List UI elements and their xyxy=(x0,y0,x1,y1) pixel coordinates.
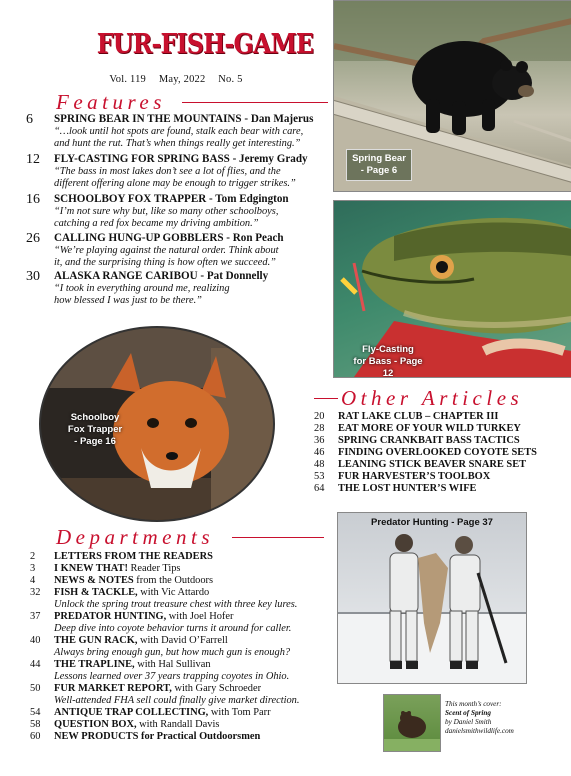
bear-photo[interactable] xyxy=(333,0,571,192)
feature-quote: and hunt the rut. That’s when things really get interesting.” xyxy=(54,138,301,149)
department-byline: with Gary Schroeder xyxy=(171,683,262,694)
feature-author: - Jeremy Grady xyxy=(229,153,308,165)
article-title: RAT LAKE CLUB – CHAPTER III xyxy=(338,411,499,422)
department-byline: with Vic Attardo xyxy=(137,587,210,598)
article-title: SPRING CRANKBAIT BASS TACTICS xyxy=(338,435,520,446)
department-byline: with Randall Davis xyxy=(136,719,220,730)
features-heading: Features xyxy=(56,90,166,114)
issue-line xyxy=(86,74,266,85)
department-byline: from the Outdoors xyxy=(133,575,214,586)
departments-heading: Departments xyxy=(56,525,214,549)
magazine-logo: FUR-FISH-GAME xyxy=(96,29,314,60)
department-page-number: 40 xyxy=(30,635,41,646)
department-teaser: Always bring enough gun, but how much gun is enough? xyxy=(54,647,291,658)
fox-photo[interactable] xyxy=(39,326,275,522)
department-page-number: 37 xyxy=(30,611,41,622)
bass-caption-line: Fly-Casting xyxy=(362,344,414,355)
article-title: THE LOST HUNTER’S WIFE xyxy=(338,483,477,494)
department-page-number: 58 xyxy=(30,719,41,730)
fox-caption-line: Schoolboy xyxy=(70,412,120,423)
department-byline: Reader Tips xyxy=(127,563,181,574)
article-page-number: 36 xyxy=(314,435,325,446)
bass-caption-line: for Bass - Page 12 xyxy=(353,356,423,378)
departments-rule xyxy=(232,537,324,538)
feature-quote: “I took in everything around me, realizing xyxy=(54,283,230,294)
other-articles-heading: Other Articles xyxy=(341,386,524,410)
department-title: FISH & TACKLE, xyxy=(54,587,138,598)
feature-quote: “I’m not sure why but, like so many other schoolboys, xyxy=(54,206,279,217)
bear-caption-line: - Page 6 xyxy=(360,165,398,176)
volume-label: Vol. 119 xyxy=(109,74,146,85)
department-byline: with Tom Parr xyxy=(208,707,271,718)
article-page-number: 46 xyxy=(314,447,325,458)
feature-quote: different offering alone may be enough to trigger strikes.” xyxy=(54,178,296,189)
department-teaser: Deep dive into coyote behavior turns it around for caller. xyxy=(54,623,292,634)
article-title: LEANING STICK BEAVER SNARE SET xyxy=(338,459,527,470)
cover-bear-illustration xyxy=(384,695,440,751)
department-title: ANTIQUE TRAP COLLECTING, xyxy=(54,707,209,718)
feature-author: - Dan Majerus xyxy=(241,113,314,125)
department-page-number: 54 xyxy=(30,707,41,718)
cover-artist: by Daniel Smith xyxy=(445,718,492,726)
article-title: FUR HARVESTER’S TOOLBOX xyxy=(338,471,491,482)
feature-page-number: 16 xyxy=(26,192,40,207)
feature-author: - Pat Donnelly xyxy=(197,270,269,282)
fox-caption-line: - Page 16 xyxy=(74,436,116,447)
feature-quote: “The bass in most lakes don’t see a lot of flies, and the xyxy=(54,166,281,177)
department-page-number: 60 xyxy=(30,731,41,742)
bass-caption xyxy=(348,344,428,378)
feature-quote: “…look until hot spots are found, stalk each bear with care, xyxy=(54,126,304,137)
fox-caption-line: Fox Trapper xyxy=(67,424,123,435)
feature-quote: it, and the surprising thing is how often we succeed.” xyxy=(54,257,276,268)
feature-quote: catching a red fox became my driving ambition.” xyxy=(54,218,259,229)
department-byline: with Joel Hofer xyxy=(166,611,234,622)
feature-title: SCHOOLBOY FOX TRAPPER xyxy=(54,193,207,205)
feature-page-number: 6 xyxy=(26,112,33,127)
department-title: LETTERS FROM THE READERS xyxy=(54,551,213,562)
other-articles-rule xyxy=(314,398,338,399)
department-title: PREDATOR HUNTING, xyxy=(54,611,167,622)
cover-credit xyxy=(445,700,514,736)
fox-caption xyxy=(59,412,131,448)
bear-caption-line: Spring Bear xyxy=(352,153,406,164)
article-page-number: 53 xyxy=(314,471,325,482)
issue-number: No. 5 xyxy=(218,74,243,85)
cover-website: danielsmithwildlife.com xyxy=(445,727,514,735)
department-byline: with Hal Sullivan xyxy=(134,659,211,670)
masthead xyxy=(86,29,314,85)
department-title: THE TRAPLINE, xyxy=(54,659,135,670)
predator-caption: Predator Hunting - Page 37 xyxy=(371,517,493,528)
cover-credit-label: This month’s cover: xyxy=(445,700,502,708)
department-title: NEWS & NOTES xyxy=(54,575,134,586)
department-page-number: 2 xyxy=(30,551,36,562)
feature-page-number: 26 xyxy=(26,231,40,246)
article-item[interactable] xyxy=(314,459,526,471)
cover-thumbnail[interactable] xyxy=(383,694,441,752)
department-title: NEW PRODUCTS for Practical Outdoorsmen xyxy=(54,731,261,742)
article-page-number: 20 xyxy=(314,411,325,422)
article-title: EAT MORE OF YOUR WILD TURKEY xyxy=(338,423,521,434)
feature-author: - Tom Edgington xyxy=(206,193,289,205)
article-item[interactable] xyxy=(314,471,490,483)
department-page-number: 50 xyxy=(30,683,41,694)
article-item[interactable] xyxy=(314,447,537,459)
feature-title: CALLING HUNG-UP GOBBLERS xyxy=(54,232,224,244)
article-title: FINDING OVERLOOKED COYOTE SETS xyxy=(338,447,537,458)
feature-quote: how blessed I was just to be there.” xyxy=(54,295,202,306)
department-byline: with David O’Farrell xyxy=(137,635,228,646)
department-teaser: Well-attended FHA sell could finally give market direction. xyxy=(54,695,300,706)
issue-month: May, 2022 xyxy=(158,74,206,85)
department-title: FUR MARKET REPORT, xyxy=(54,683,172,694)
department-page-number: 3 xyxy=(30,563,36,574)
article-item[interactable] xyxy=(314,411,498,423)
department-teaser: Unlock the spring trout treasure chest with three key lures. xyxy=(54,599,298,610)
hunters-illustration xyxy=(338,513,526,683)
feature-title: ALASKA RANGE CARIBOU xyxy=(54,270,198,282)
predator-photo[interactable] xyxy=(337,512,527,684)
department-title: THE GUN RACK, xyxy=(54,635,138,646)
cover-title: Scent of Spring xyxy=(445,709,491,717)
department-title: I KNEW THAT! xyxy=(54,563,128,574)
feature-page-number: 12 xyxy=(26,152,40,167)
feature-title: SPRING BEAR IN THE MOUNTAINS xyxy=(54,113,242,125)
article-item[interactable] xyxy=(314,423,521,435)
features-rule xyxy=(182,102,328,103)
department-page-number: 44 xyxy=(30,659,41,670)
feature-author: - Ron Peach xyxy=(223,232,284,244)
article-item[interactable] xyxy=(314,435,520,447)
article-page-number: 28 xyxy=(314,423,325,434)
feature-page-number: 30 xyxy=(26,269,40,284)
article-page-number: 64 xyxy=(314,483,325,494)
department-page-number: 4 xyxy=(30,575,36,586)
feature-quote: “We’re playing against the natural order. Think about xyxy=(54,245,279,256)
department-title: QUESTION BOX, xyxy=(54,719,137,730)
department-page-number: 32 xyxy=(30,587,41,598)
article-page-number: 48 xyxy=(314,459,325,470)
article-item[interactable] xyxy=(314,483,477,495)
bass-photo[interactable] xyxy=(333,200,571,378)
feature-title: FLY-CASTING FOR SPRING BASS xyxy=(54,153,230,165)
department-teaser: Lessons learned over 37 years trapping coyotes in Ohio. xyxy=(54,671,290,682)
bear-caption xyxy=(346,149,412,181)
